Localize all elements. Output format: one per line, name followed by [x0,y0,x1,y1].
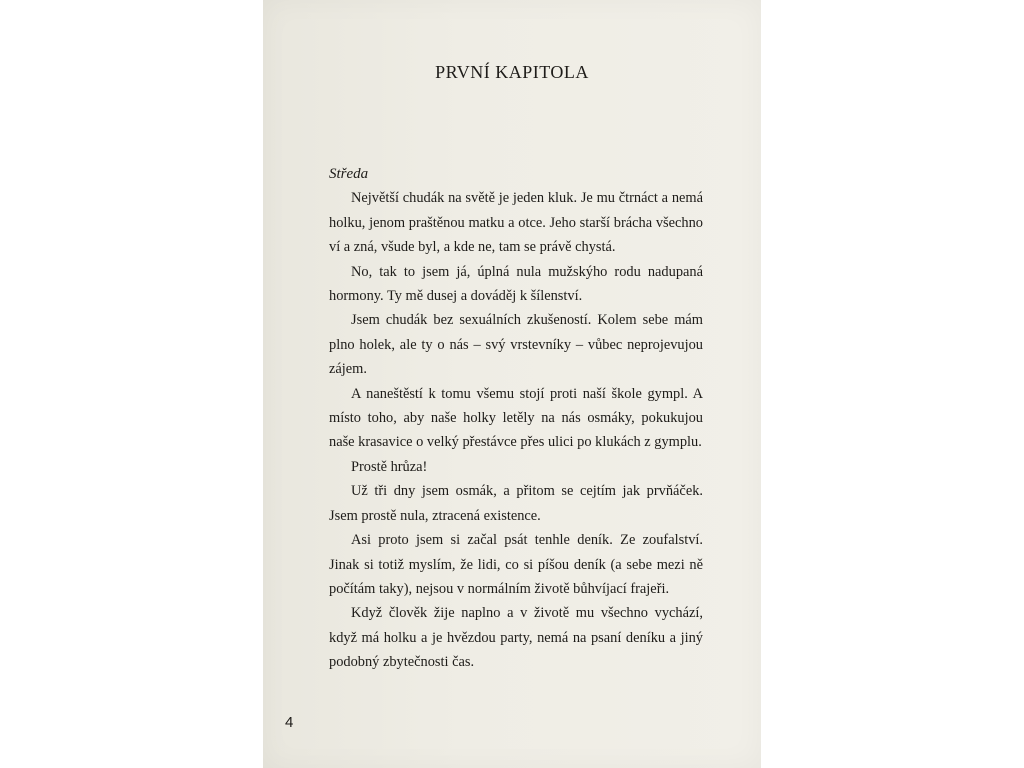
book-page [263,0,761,768]
paragraph: Největší chudák na světě je jeden kluk. Je mu čtrnáct a nemá holku, jenom praštěnou matku a otce. Jeho starší brácha všechno ví a zná, všude byl, a kde ne, tam se právě chystá. [329,190,703,256]
paragraph: No, tak to jsem já, úplná nula mužskýho rodu nadupaná hormony. Ty mě dusej a dováděj k šílenství. [329,263,703,305]
chapter-title: PRVNÍ KAPITOLA [435,62,589,82]
paragraph: Prostě hrůza! [351,458,428,475]
paragraph: Asi proto jsem si začal psát tenhle deník. Ze zoufalství. Jinak si totiž myslím, že lidi, co si píšou deník (a sebe mezi ně počítám taky), nejsou v normálním životě bůhvíjací frajeři. [329,532,703,597]
section-heading: Středa [329,166,369,182]
paragraph: Když člověk žije naplno a v životě mu všechno vychází, když má holku a je hvězdou party, nemá na psaní deníku a jiný podobný zbytečnosti čas. [329,605,703,671]
paragraph: Jsem chudák bez sexuálních zkušeností. Kolem sebe mám plno holek, ale ty o nás – svý vrstevníky – vůbec neprojevujou zájem. [329,312,703,378]
page-number: 4 [285,714,294,731]
chapter-text [329,162,703,675]
paragraph: Už tři dny jsem osmák, a přitom se cejtím jak prvňáček. Jsem prostě nula, ztracená existence. [329,483,703,524]
paragraph: A naneštěstí k tomu všemu stojí proti naší škole gympl. A místo toho, aby naše holky letěly na nás osmáky, pokukujou naše krasavice o velký přestávce přes ulici po klukách z gymplu. [329,385,703,451]
